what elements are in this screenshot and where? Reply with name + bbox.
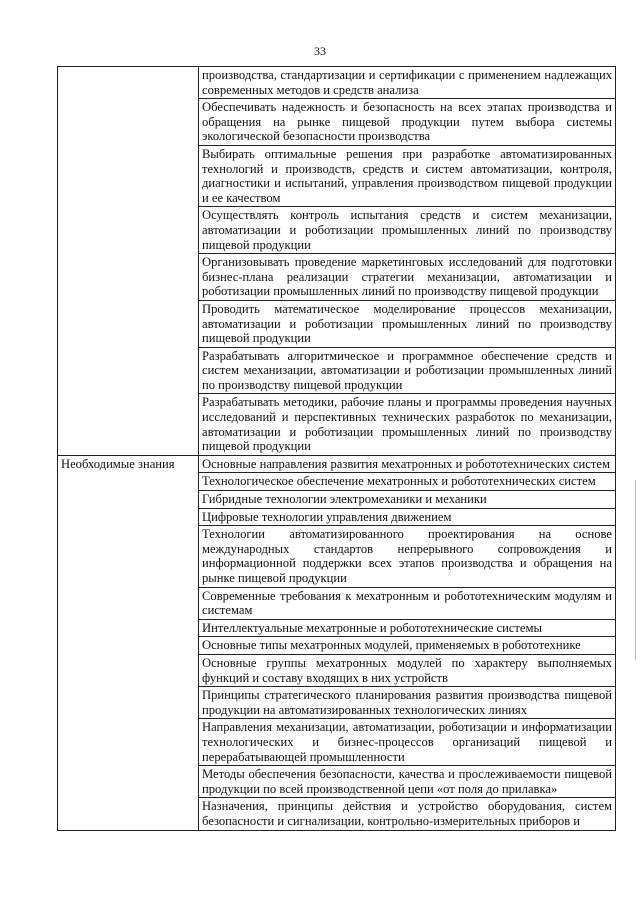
knowledge-item: Принципы стратегического планирования развития производства пищевой продукции на автоматизированных технологических линиях	[199, 687, 616, 719]
competency-table	[57, 66, 616, 831]
knowledge-item: Направления механизации, автоматизации, роботизации и информатизации технологических и бизнес-процессов организаций пищевой и перерабатывающей промышленности	[199, 719, 616, 766]
knowledge-item: Интеллектуальные мехатронные и робототехнические системы	[199, 619, 616, 637]
skill-item: Проводить математическое моделирование процессов механизации, автоматизации и роботизации промышленных линий по производству пищевой продукции	[199, 300, 616, 347]
knowledge-item: Основные группы мехатронных модулей по характеру выполняемых функций и составу входящих в них устройств	[199, 654, 616, 686]
knowledge-item: Технологии автоматизированного проектирования на основе международных стандартов непрерывного сопровождения и информационной поддержки всех этапов производства и обращения на рынке пищевой продукции	[199, 526, 616, 587]
knowledge-item: Технологическое обеспечение мехатронных и робототехнических систем	[199, 473, 616, 491]
knowledge-item: Современные требования к мехатронным и робототехническим модулям и системам	[199, 587, 616, 619]
continuation-label-cell	[58, 67, 199, 456]
knowledge-item: Цифровые технологии управления движением	[199, 508, 616, 526]
knowledge-label: Необходимые знания	[58, 455, 199, 830]
knowledge-item: Основные направления развития мехатронных и робототехнических систем	[199, 455, 616, 473]
skill-item: Выбирать оптимальные решения при разработке автоматизированных технологий и производств, средств и систем автоматизации, контроля, диагностики и испытаний, управления производством пищевой продукции и ее качеством	[199, 145, 616, 206]
table-row	[58, 455, 616, 473]
skill-item: Разрабатывать алгоритмическое и программное обеспечение средств и систем механизации, автоматизации и роботизации промышленных линий по производству пищевой продукции	[199, 347, 616, 394]
knowledge-item: Назначения, принципы действия и устройство оборудования, систем безопасности и сигнализации, контрольно-измерительных приборов и	[199, 798, 616, 830]
table-row	[58, 67, 616, 99]
page-number: 33	[314, 44, 326, 58]
skill-item: Обеспечивать надежность и безопасность на всех этапах производства и обращения на рынке пищевой продукции путем выбора системы экологической безопасности производства	[199, 99, 616, 146]
skill-item: Осуществлять контроль испытания средств и систем механизации, автоматизации и роботизации промышленных линий по производству пищевой продукции	[199, 207, 616, 254]
skill-item: производства, стандартизации и сертификации с применением надлежащих современных методов и средств анализа	[199, 67, 616, 99]
knowledge-item: Методы обеспечения безопасности, качества и прослеживаемости пищевой продукции по всей производственной цепи «от поля до прилавка»	[199, 766, 616, 798]
scan-edge-mark	[635, 480, 636, 660]
knowledge-item: Гибридные технологии электромеханики и механики	[199, 491, 616, 509]
skill-item: Организовывать проведение маркетинговых исследований для подготовки бизнес-плана реализации стратегии механизации, автоматизации и роботизации промышленных линий по производству пищевой продукции	[199, 254, 616, 301]
knowledge-item: Основные типы мехатронных модулей, применяемых в робототехнике	[199, 637, 616, 655]
skill-item: Разрабатывать методики, рабочие планы и программы проведения научных исследований и перспективных технических разработок по механизации, автоматизации и роботизации промышленных линий по производству пищевой продукции	[199, 394, 616, 455]
